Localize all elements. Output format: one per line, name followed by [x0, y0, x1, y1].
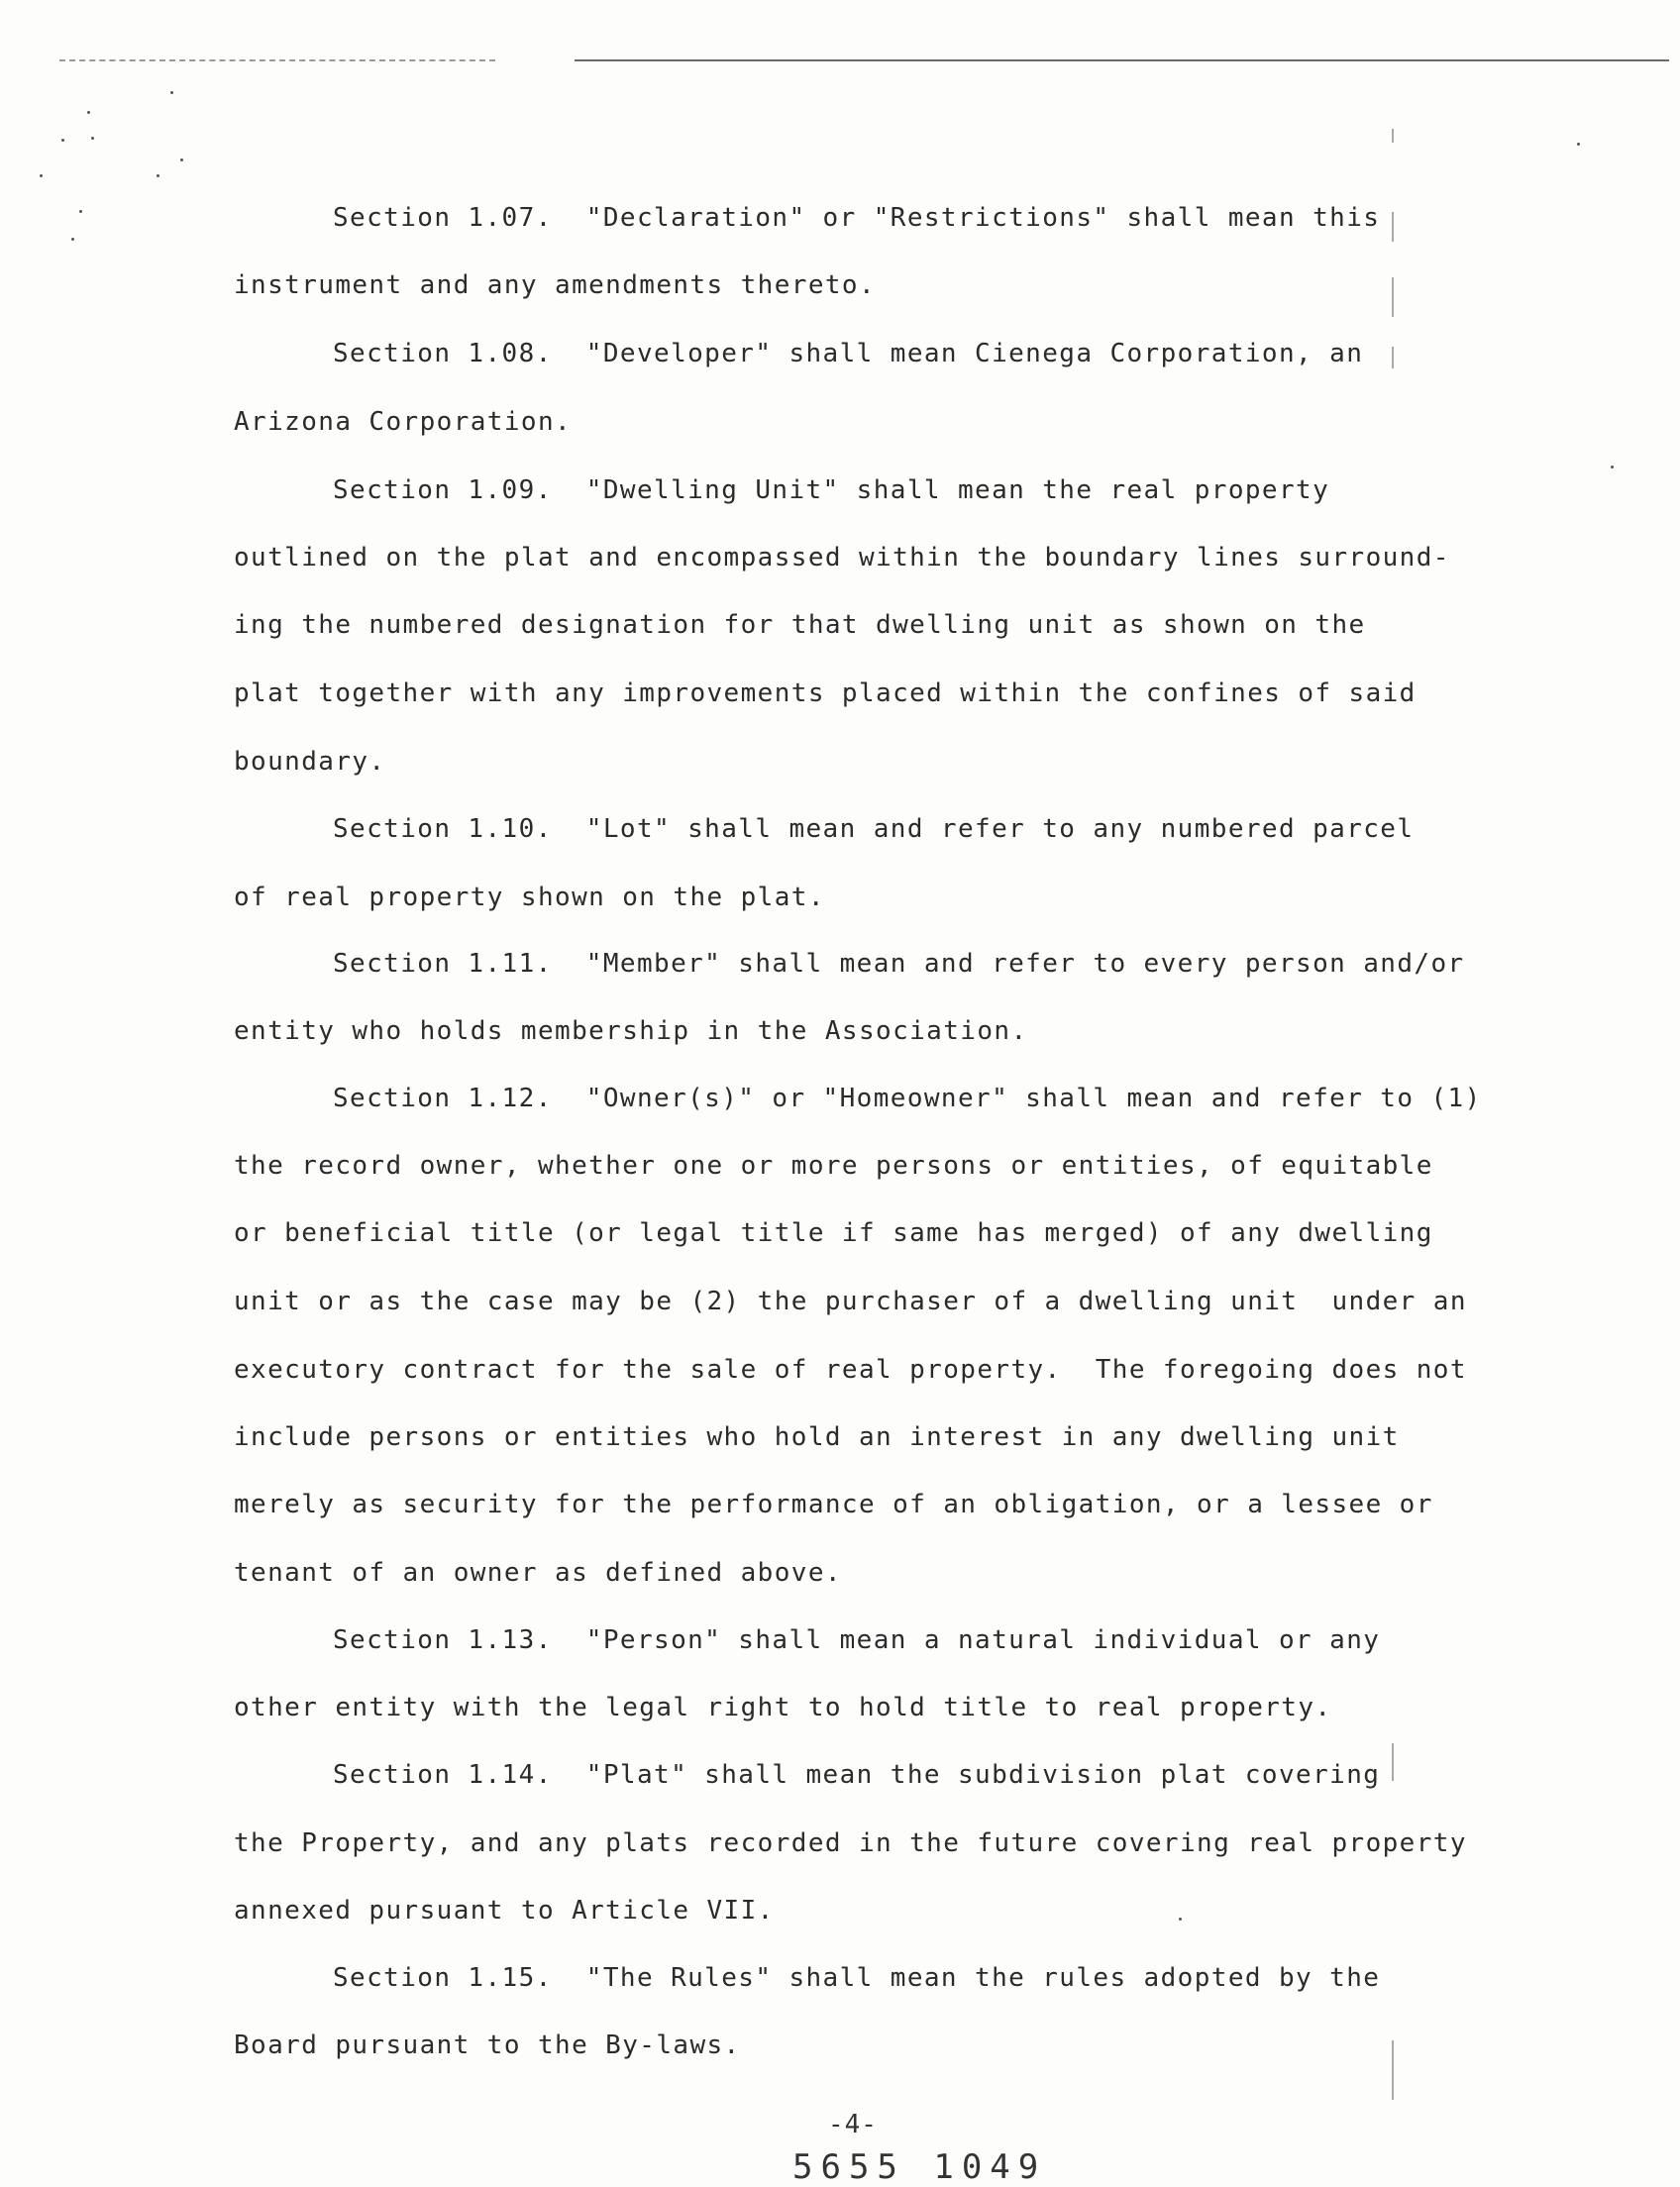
text-line: Section 1.12. "Owner(s)" or "Homeowner" shall mean and refer to (1) — [333, 1084, 1482, 1113]
margin-mark — [1392, 347, 1394, 368]
text-line: Section 1.11. "Member" shall mean and refer to every person and/or — [333, 949, 1465, 979]
text-line: the record owner, whether one or more persons or entities, of equitable — [234, 1151, 1433, 1181]
margin-mark — [1392, 129, 1394, 143]
recording-stamp: 5655 1049 — [792, 2147, 1047, 2179]
text-line: Section 1.10. "Lot" shall mean and refer to any numbered parcel — [333, 814, 1415, 844]
top-edge-rule — [575, 59, 1669, 61]
text-line: other entity with the legal right to hold title to real property. — [234, 1693, 1332, 1722]
scan-speck — [61, 139, 64, 142]
text-line: or beneficial title (or legal title if same has merged) of any dwelling — [234, 1218, 1433, 1248]
top-edge-rule — [59, 59, 495, 61]
text-line: annexed pursuant to Article VII. — [234, 1896, 775, 1926]
scan-speck — [1179, 1918, 1182, 1921]
text-line: include persons or entities who hold an interest in any dwelling unit — [234, 1422, 1400, 1452]
scan-speck — [79, 210, 82, 213]
text-line: Section 1.15. "The Rules" shall mean the rules adopted by the — [333, 1963, 1381, 1993]
text-line: executory contract for the sale of real property. The foregoing does not — [234, 1355, 1467, 1385]
text-line: Arizona Corporation. — [234, 407, 573, 437]
text-line: unit or as the case may be (2) the purchaser of a dwelling unit under an — [234, 1287, 1467, 1316]
margin-mark — [1392, 2040, 1394, 2100]
text-line: Section 1.08. "Developer" shall mean Cienega Corporation, an — [333, 339, 1364, 368]
text-line: Section 1.14. "Plat" shall mean the subdivision plat covering — [333, 1760, 1381, 1790]
scan-speck — [1611, 466, 1614, 469]
scan-speck — [180, 158, 183, 161]
scan-speck — [1577, 143, 1580, 146]
text-line: instrument and any amendments thereto. — [234, 270, 877, 300]
text-line: Board pursuant to the By-laws. — [234, 2031, 741, 2060]
text-line: of real property shown on the plat. — [234, 883, 825, 912]
scan-speck — [87, 111, 90, 114]
scan-speck — [91, 137, 94, 140]
margin-mark — [1392, 212, 1394, 242]
scan-speck — [170, 91, 173, 94]
text-line: outlined on the plat and encompassed within the boundary lines surround- — [234, 543, 1450, 573]
text-line: tenant of an owner as defined above. — [234, 1558, 842, 1588]
text-line: Section 1.13. "Person" shall mean a natural individual or any — [333, 1625, 1381, 1655]
page-number: -4- — [828, 2110, 878, 2139]
scan-speck — [157, 174, 159, 177]
text-line: merely as security for the performance of an obligation, or a lessee or — [234, 1490, 1433, 1519]
scan-speck — [40, 174, 43, 177]
text-line: plat together with any improvements placed within the confines of said — [234, 678, 1417, 708]
margin-mark — [1392, 1743, 1394, 1781]
margin-mark — [1392, 277, 1394, 317]
text-line: ing the numbered designation for that dwelling unit as shown on the — [234, 610, 1366, 640]
text-line: Section 1.09. "Dwelling Unit" shall mean the real property — [333, 475, 1330, 505]
text-line: boundary. — [234, 747, 386, 777]
scan-speck — [71, 238, 74, 241]
text-line: entity who holds membership in the Association. — [234, 1016, 1028, 1046]
text-line: the Property, and any plats recorded in the future covering real property — [234, 1828, 1467, 1858]
text-line: Section 1.07. "Declaration" or "Restrictions" shall mean this — [333, 203, 1381, 233]
